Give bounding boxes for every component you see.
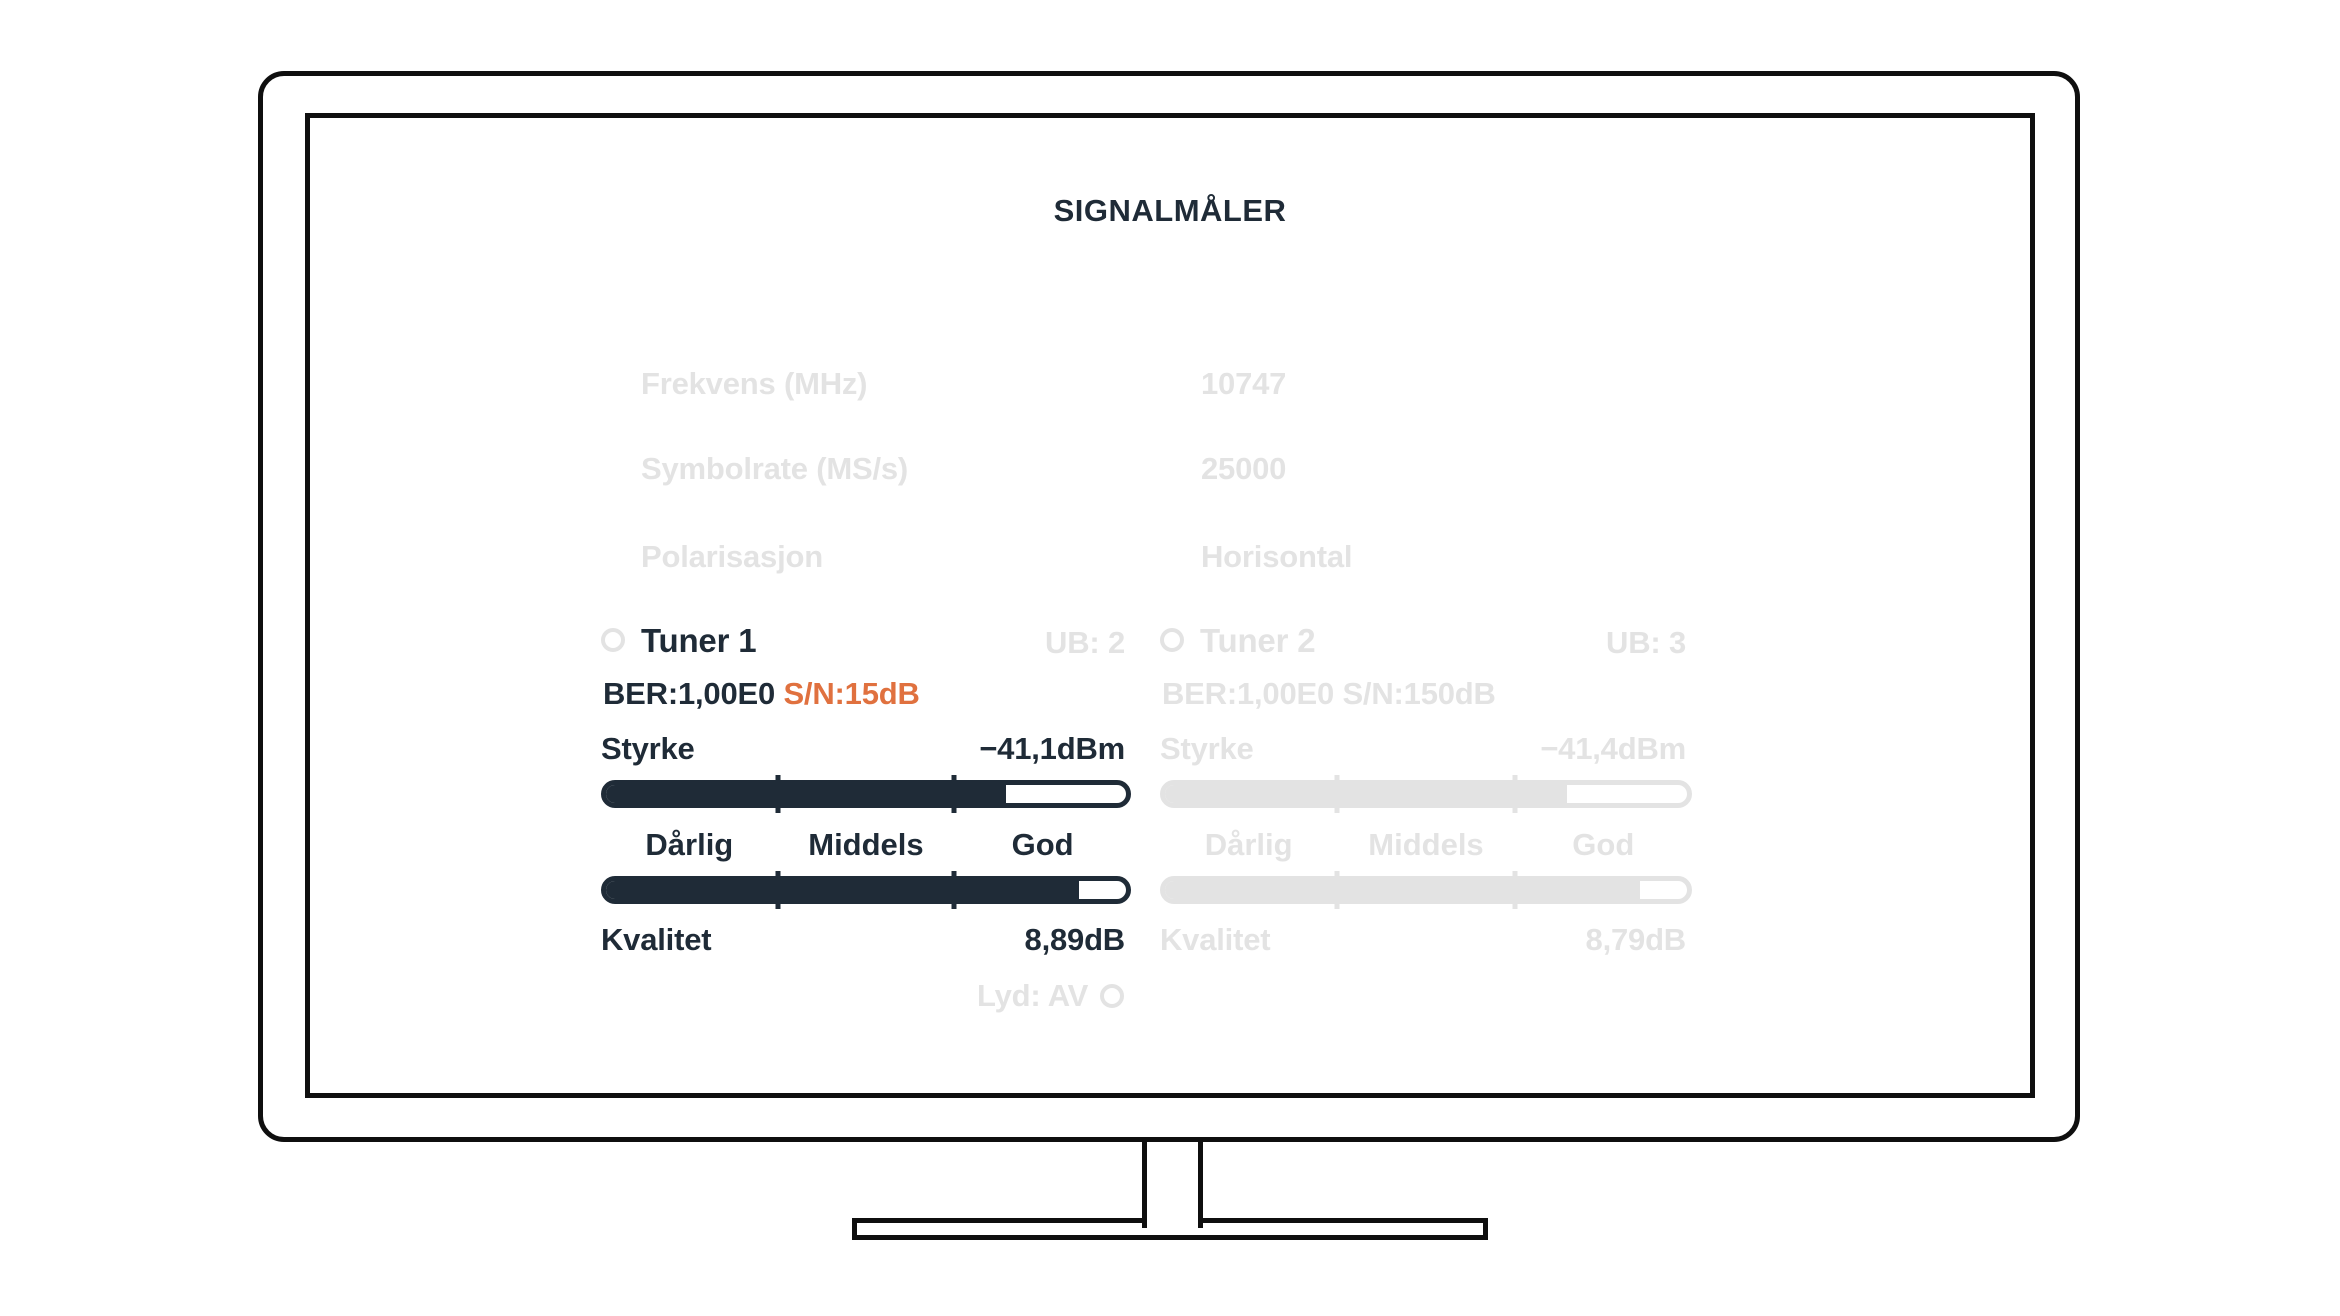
tick-33 — [775, 775, 780, 813]
tick-66 — [952, 775, 957, 813]
tick-33 — [1335, 871, 1340, 909]
audio-toggle-row[interactable] — [977, 980, 1124, 1011]
tuner-2-strength-fill — [1165, 785, 1567, 803]
tuner-2-sn: S/N:150dB — [1342, 676, 1496, 711]
tuner-1-quality-bar — [601, 876, 1131, 904]
tuner-1-sn: S/N:15dB — [783, 676, 920, 711]
tuner-2-ber-line — [1162, 678, 1496, 709]
tuner-1-radio-button[interactable] — [601, 628, 625, 652]
frequency-value: 10747 — [1201, 366, 1287, 401]
tuner-2-ber: BER:1,00E0 — [1162, 676, 1335, 711]
tuner-1-scale-labels — [601, 829, 1131, 865]
scale-label-poor: Dårlig — [645, 827, 734, 862]
tuner-2-strength-value: −41,4dBm — [1540, 731, 1686, 766]
tick-66 — [1512, 775, 1517, 813]
tuner-2-scale-labels — [1160, 829, 1692, 865]
tuner-1-name[interactable]: Tuner 1 — [641, 622, 757, 659]
page-title: SIGNALMÅLER — [1053, 193, 1287, 228]
tuner-2-strength-label: Styrke — [1160, 731, 1254, 766]
tuner-2-ub-badge: UB: 3 — [1606, 625, 1686, 660]
tuner-1-strength-fill — [606, 785, 1006, 803]
tuner-1-quality-fill — [606, 881, 1079, 899]
tuner-1-panel — [601, 118, 1131, 1093]
tuner-1-ber: BER:1,00E0 — [603, 676, 776, 711]
audio-radio-circle[interactable] — [1100, 984, 1124, 1008]
scale-label-good: God — [1011, 827, 1074, 862]
tv-screen — [305, 113, 2035, 1098]
tuner-2-name[interactable]: Tuner 2 — [1200, 622, 1316, 659]
tuner-1-strength-label: Styrke — [601, 731, 695, 766]
tick-66 — [952, 871, 957, 909]
tuner-1-quality-label: Kvalitet — [601, 922, 712, 957]
scale-label-medium: Middels — [1368, 827, 1484, 862]
scale-label-medium: Middels — [808, 827, 924, 862]
tuner-1-strength-bar — [601, 780, 1131, 808]
tick-33 — [775, 871, 780, 909]
frequency-label: Frekvens (MHz) — [641, 366, 868, 401]
scale-label-good: God — [1572, 827, 1635, 862]
symbolrate-value: 25000 — [1201, 451, 1287, 486]
tick-66 — [1512, 871, 1517, 909]
tuner-2-quality-value: 8,79dB — [1585, 922, 1686, 957]
tuner-2-quality-label: Kvalitet — [1160, 922, 1271, 957]
tv-stand-neck — [1142, 1142, 1203, 1228]
scale-label-poor: Dårlig — [1204, 827, 1293, 862]
tick-33 — [1335, 775, 1340, 813]
tuner-1-ub-badge: UB: 2 — [1045, 625, 1125, 660]
tuner-2-strength-bar — [1160, 780, 1692, 808]
tuner-2-quality-bar — [1160, 876, 1692, 904]
tuner-1-quality-value: 8,89dB — [1024, 922, 1125, 957]
polarisation-value: Horisontal — [1201, 539, 1353, 574]
tuner-1-ber-line — [603, 678, 920, 709]
tuner-2-quality-fill — [1165, 881, 1640, 899]
tuner-2-panel — [1160, 118, 1692, 1093]
polarisation-label: Polarisasjon — [641, 539, 823, 574]
audio-label: Lyd: AV — [977, 978, 1089, 1013]
symbolrate-label: Symbolrate (MS/s) — [641, 451, 909, 486]
tuner-2-radio-button[interactable] — [1160, 628, 1184, 652]
tuner-1-strength-value: −41,1dBm — [979, 731, 1125, 766]
